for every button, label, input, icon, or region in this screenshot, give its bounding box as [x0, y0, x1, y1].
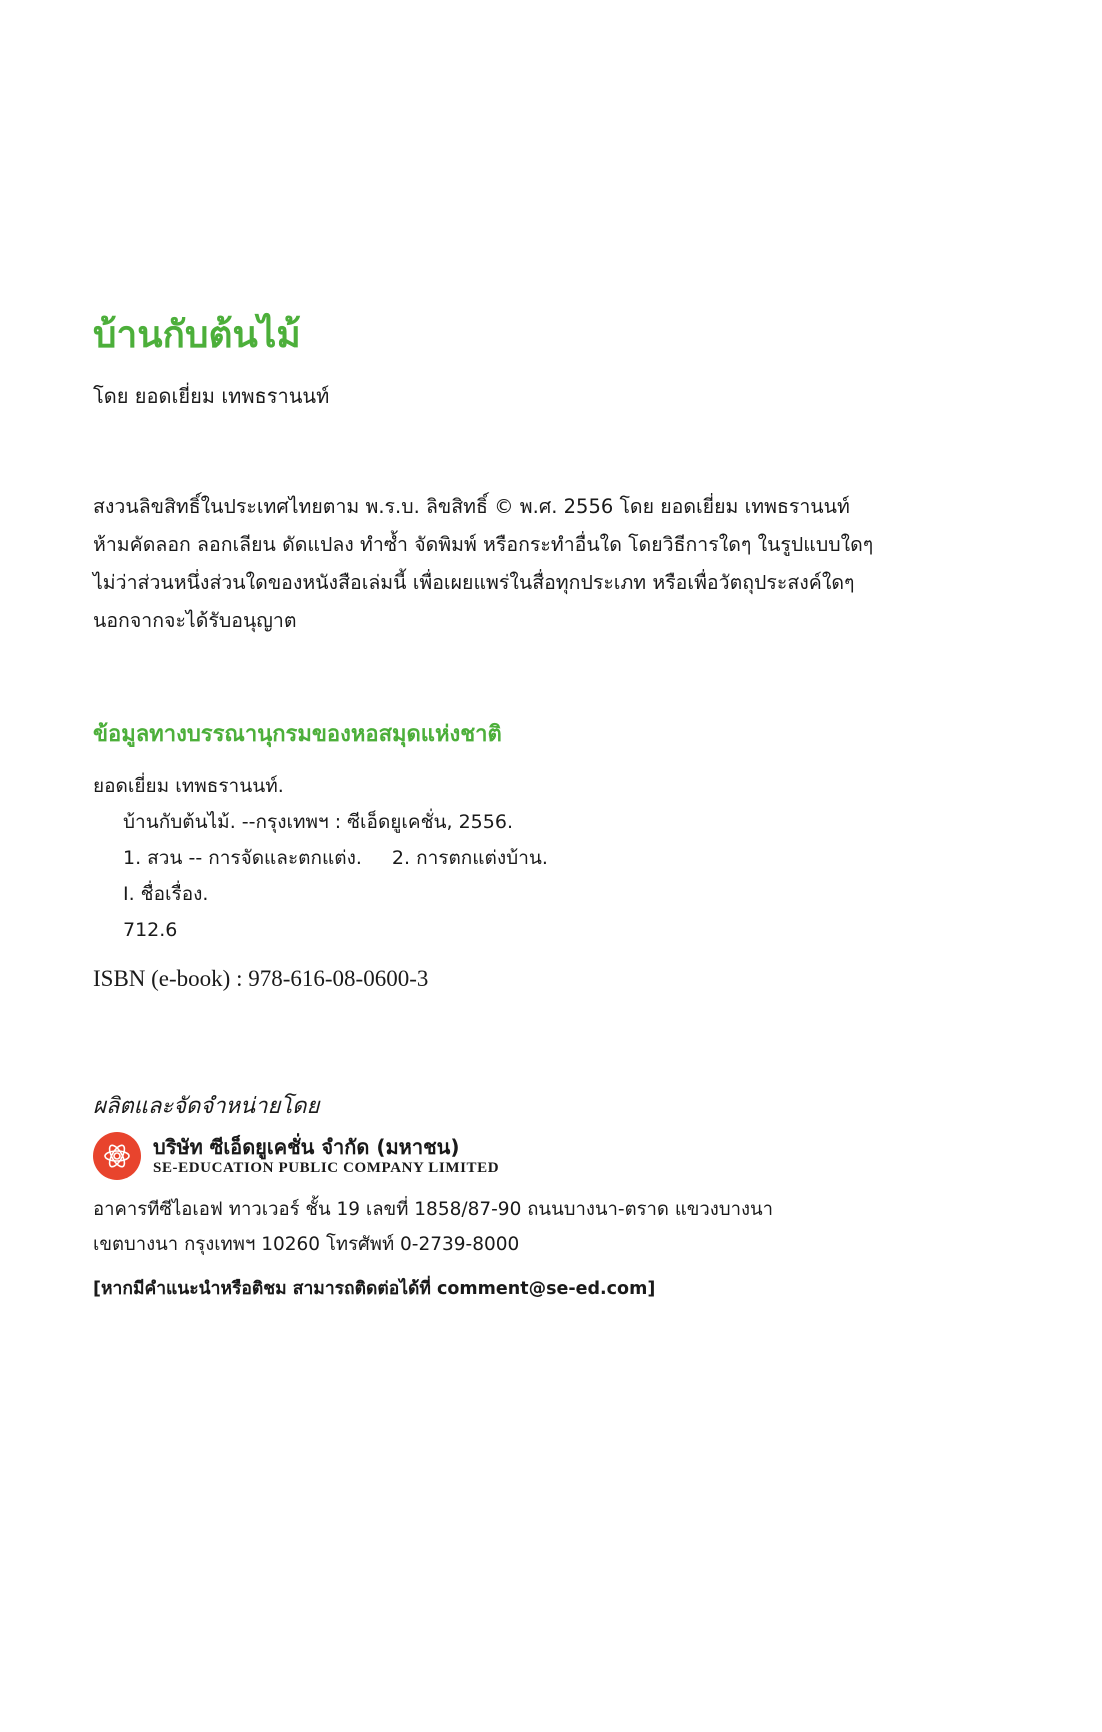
se-ed-logo-icon	[93, 1132, 141, 1180]
publisher-name-eng: SE-EDUCATION PUBLIC COMPANY LIMITED	[153, 1160, 500, 1176]
copyright-line: นอกจากจะได้รับอนุญาต	[93, 609, 297, 632]
cip-subjects	[93, 840, 993, 876]
copyright-line: สงวนลิขสิทธิ์ในประเทศไทยตาม พ.ร.บ. ลิขสิทธิ์ © พ.ศ. 2556 โดย ยอดเยี่ยม เทพธรานนท์	[93, 495, 850, 518]
cip-classification: 712.6	[123, 919, 178, 941]
copyright-line: ไม่ว่าส่วนหนึ่งส่วนใดของหนังสือเล่มนี้ เพื่อเผยแพร่ในสื่อทุกประเภท หรือเพื่อวัตถุประสงค์ใดๆ	[93, 571, 855, 594]
cip-title-line: บ้านกับต้นไม้. --กรุงเทพฯ : ซีเอ็ดยูเคชั่น, 2556.	[123, 811, 513, 833]
cip-subject: 2. การตกแต่งบ้าน.	[391, 847, 548, 869]
publisher-name-thai: บริษัท ซีเอ็ดยูเคชั่น จำกัด (มหาชน)	[153, 1135, 460, 1159]
isbn: ISBN (e-book) : 978-616-08-0600-3	[93, 966, 429, 991]
cip-title-entry: I. ชื่อเรื่อง.	[123, 883, 209, 905]
cip-record	[93, 768, 993, 948]
publisher-address	[93, 1192, 993, 1262]
feedback-note: [หากมีคำแนะนำหรือติชม สามารถติดต่อได้ที่ comment@se-ed.com]	[93, 1279, 656, 1299]
publisher-heading: ผลิตและจัดจำหน่ายโดย	[93, 1094, 320, 1119]
cip-heading: ข้อมูลทางบรรณานุกรมของหอสมุดแห่งชาติ	[93, 722, 502, 747]
copyright-notice	[93, 488, 993, 640]
address-line: อาคารทีซีไอเอฟ ทาวเวอร์ ชั้น 19 เลขที่ 1858/87-90 ถนนบางนา-ตราด แขวงบางนา	[93, 1199, 774, 1220]
book-title: บ้านกับต้นไม้	[93, 313, 301, 356]
publisher-logo	[93, 1132, 793, 1180]
copyright-line: ห้ามคัดลอก ลอกเลียน ดัดแปลง ทำซ้ำ จัดพิมพ์ หรือกระทำอื่นใด โดยวิธีการใดๆ ในรูปแบบใดๆ	[93, 533, 874, 556]
cip-subject: 1. สวน -- การจัดและตกแต่ง.	[123, 847, 362, 869]
author-line: โดย ยอดเยี่ยม เทพธรานนท์	[93, 384, 330, 408]
address-line: เขตบางนา กรุงเทพฯ 10260 โทรศัพท์ 0-2739-8000	[93, 1234, 520, 1255]
cip-author: ยอดเยี่ยม เทพธรานนท์.	[93, 775, 284, 797]
